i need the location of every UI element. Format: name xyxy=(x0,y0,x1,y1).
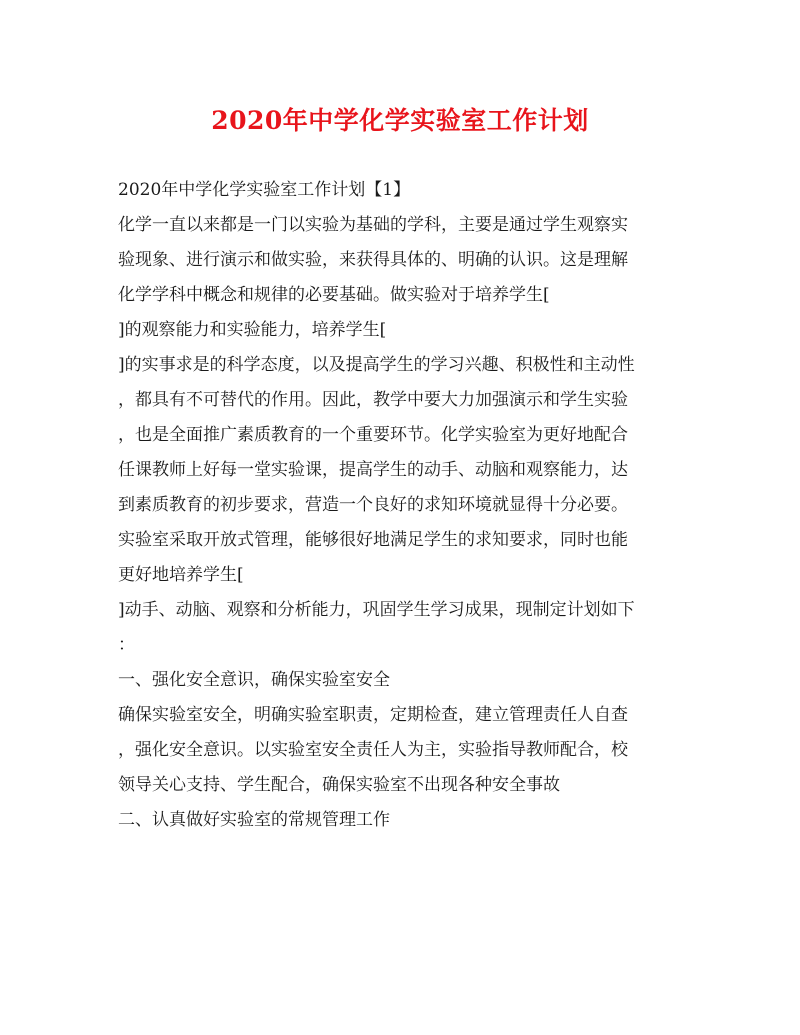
paragraph-line: 化学一直以来都是一门以实验为基础的学科，主要是通过学生观察实 xyxy=(118,215,628,235)
paragraph-line: 确保实验室安全，明确实验室职责，定期检查，建立管理责任人自查 xyxy=(118,705,628,725)
paragraph-line: 验现象、进行演示和做实验，来获得具体的、明确的认识。这是理解 xyxy=(118,250,628,270)
paragraph-line: ]的实事求是的科学态度，以及提高学生的学习兴趣、积极性和主动性 xyxy=(118,355,635,375)
paragraph-line: ]动手、动脑、观察和分析能力，巩固学生学习成果，现制定计划如下 xyxy=(118,600,635,620)
paragraph-line: 到素质教育的初步要求，营造一个良好的求知环境就显得十分必要。 xyxy=(118,495,628,515)
paragraph-line: ： xyxy=(118,635,135,655)
paragraph-line: ]的观察能力和实验能力，培养学生[ xyxy=(118,320,387,340)
paragraph-line: 更好地培养学生[ xyxy=(118,565,244,585)
paragraph-line: ，也是全面推广素质教育的一个重要环节。化学实验室为更好地配合 xyxy=(118,425,628,445)
subtitle-line: 2020年中学化学实验室工作计划【1】 xyxy=(118,180,411,200)
section-heading-2: 二、认真做好实验室的常规管理工作 xyxy=(118,810,390,830)
paragraph-line: 任课教师上好每一堂实验课，提高学生的动手、动脑和观察能力，达 xyxy=(118,460,628,480)
paragraph-line: ，强化安全意识。以实验室安全责任人为主，实验指导教师配合，校 xyxy=(118,740,628,760)
paragraph-line: 化学学科中概念和规律的必要基础。做实验对于培养学生[ xyxy=(118,285,550,305)
paragraph-line: 领导关心支持、学生配合，确保实验室不出现各种安全事故 xyxy=(118,775,560,795)
section-heading-1: 一、强化安全意识，确保实验室安全 xyxy=(118,670,390,690)
paragraph-line: ，都具有不可替代的作用。因此，教学中要大力加强演示和学生实验 xyxy=(118,390,628,410)
document-title: 2020年中学化学实验室工作计划 xyxy=(211,106,589,135)
paragraph-line: 实验室采取开放式管理，能够很好地满足学生的求知要求，同时也能 xyxy=(118,530,628,550)
document-body xyxy=(118,173,698,838)
